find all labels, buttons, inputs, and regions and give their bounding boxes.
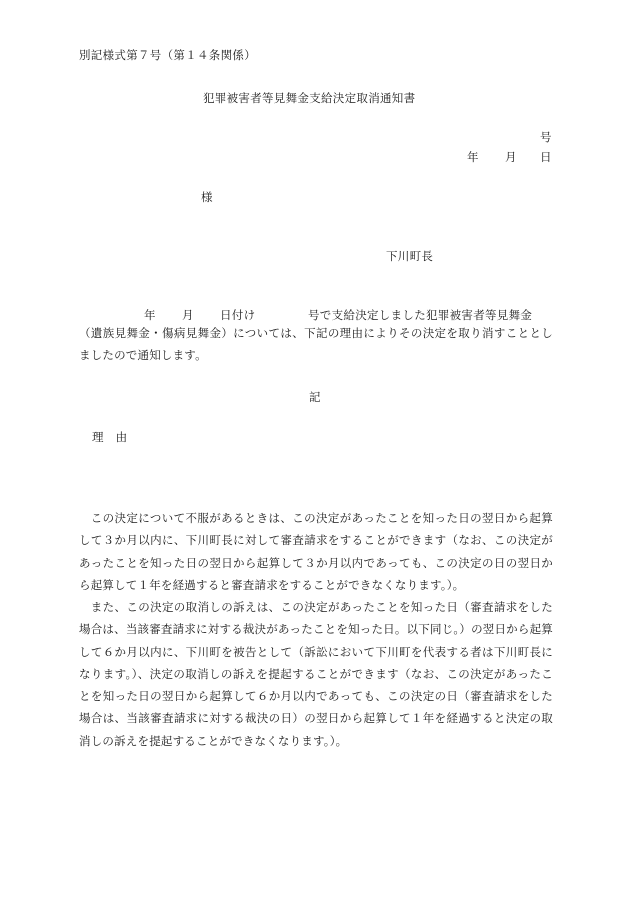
body-year-label: 年 bbox=[144, 308, 156, 322]
document-title: 犯罪被害者等見舞金支給決定取消通知書 bbox=[203, 91, 416, 105]
body-day-label: 日付け bbox=[220, 308, 256, 322]
date-month-label: 月 bbox=[505, 150, 517, 164]
issuer-name: 下川町長 bbox=[386, 249, 434, 263]
date-year-label: 年 bbox=[467, 150, 479, 164]
body-month-label: 月 bbox=[182, 308, 194, 322]
reason-heading: 理 由 bbox=[92, 430, 128, 444]
date-day-label: 日 bbox=[540, 150, 552, 164]
lawsuit-notice-paragraph: また、この決定の取消しの訴えは、この決定があったことを知った日（審査請求をした場合は、当該審査請求に対する裁決があったことを知った日。以下同じ。）の翌日から起算して６か月以内に、下川町を被告として（訴訟において下川町を代表する者は下川町長になります。）、決定の取消しの訴えを提起することができます（なお、この決定があったことを知った日の翌日から起算して６か月以内であっても、この決定の日（審査請求をした場合は、当該審査請求に対する裁決の日）の翌日から起算して１年を経過すると決定の取消しの訴えを提起することができなくなります。）。 bbox=[79, 600, 553, 748]
body-continuation: （遺族見舞金・傷病見舞金）については、下記の理由によりその決定を取り消すこととしましたので通知します。 bbox=[79, 326, 553, 363]
body-number-text: 号で支給決定しました犯罪被害者等見舞金 bbox=[308, 308, 533, 322]
ki-heading: 記 bbox=[309, 390, 321, 404]
document-number-label: 号 bbox=[540, 130, 552, 144]
addressee-suffix: 様 bbox=[201, 190, 213, 204]
form-label: 別記様式第７号（第１４条関係） bbox=[79, 48, 256, 62]
appeal-notice-paragraph: この決定について不服があるときは、この決定があったことを知った日の翌日から起算して３か月以内に、下川町長に対して審査請求をすることができます（なお、この決定があったことを知った日の翌日から起算して３か月以内であっても、この決定の日の翌日から起算して１年を経過すると審査請求をすることができなくなります。）。 bbox=[79, 511, 553, 592]
